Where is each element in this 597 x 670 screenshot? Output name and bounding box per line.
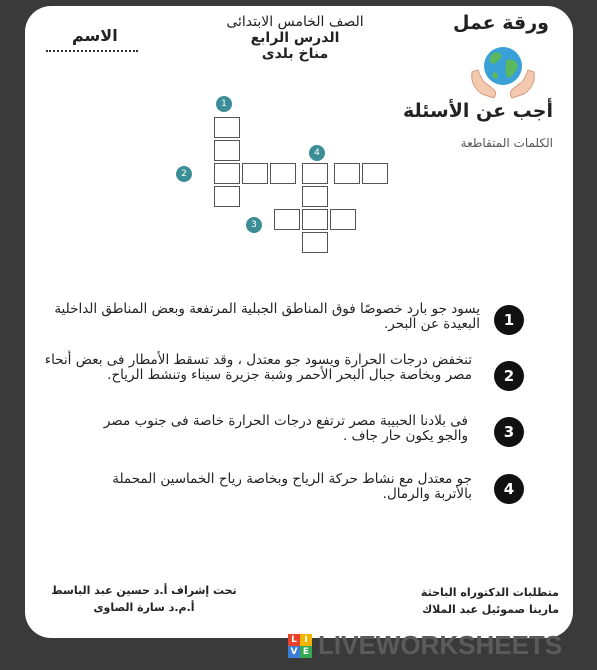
- crossword-cell[interactable]: [214, 186, 240, 207]
- question-text-3: فى بلادنا الحبيبة مصر ترتفع درجات الحرارة خاصة فى جنوب مصر والجو يكون حار جاف .: [103, 413, 468, 444]
- supervision-label: تحت إشراف أ.د حسين عبد الباسط: [51, 584, 237, 597]
- logo-letter-v: V: [288, 646, 300, 658]
- crossword-cell[interactable]: [302, 232, 328, 253]
- crossword-cell[interactable]: [242, 163, 268, 184]
- lesson-text: الدرس الرابع: [250, 30, 340, 46]
- crossword-cell[interactable]: [270, 163, 296, 184]
- researcher-block: [421, 584, 559, 618]
- question-text-2: تنخفض درجات الحرارة ويسود جو معتدل ، وقد تسقط الأمطار فى بعض أنحاء مصر وبخاصة جبال البحر الأحمر وشبة جزيرة سيناء وتنشط الرياح.: [44, 352, 472, 383]
- crossword-cell[interactable]: [302, 186, 328, 207]
- supervisor2-name: أ.م.د سارة الصاوى: [93, 601, 195, 614]
- clue-badge-2: 2: [176, 166, 192, 182]
- question-text-1: يسود جو بارد خصوصًا فوق المناطق الجبلية المرتفعة وبعض المناطق الداخلية البعيدة عن البحر.: [54, 301, 480, 332]
- clue-badge-3: 3: [246, 217, 262, 233]
- grade-text: الصف الخامس الابتدائى: [226, 14, 364, 30]
- crossword-cell[interactable]: [302, 209, 328, 230]
- supervisor-block: [34, 582, 254, 616]
- logo-letter-i: I: [300, 634, 312, 646]
- question-number-4: 4: [494, 474, 524, 504]
- crossword-cell[interactable]: [334, 163, 360, 184]
- requirements-label: متطلبات الدكتوراه الباحثة: [420, 586, 559, 599]
- grade-block: [195, 14, 395, 62]
- crossword-cell[interactable]: [330, 209, 356, 230]
- question-number-3: 3: [494, 417, 524, 447]
- researcher-name: مارينا صموئيل عبد الملاك: [422, 603, 559, 616]
- crossword-cell[interactable]: [274, 209, 300, 230]
- earth-hands-icon: [468, 42, 538, 100]
- question-text-4: جو معتدل مع نشاط حركة الرياح وبخاصة رياح الخماسين المحملة بالأتربة والرمال.: [112, 471, 472, 502]
- question-number-1: 1: [494, 305, 524, 335]
- crossword-cell[interactable]: [302, 163, 328, 184]
- liveworksheets-text: LIVEWORKSHEETS: [318, 630, 563, 660]
- topic-text: مناخ بلدى: [261, 46, 329, 62]
- crossword-cell[interactable]: [214, 117, 240, 138]
- crossword-cell[interactable]: [214, 163, 240, 184]
- clue-badge-4: 4: [309, 145, 325, 161]
- question-number-2: 2: [494, 361, 524, 391]
- section-subtitle: الكلمات المتقاطعة: [460, 136, 553, 150]
- logo-letter-l: L: [288, 634, 300, 646]
- logo-letter-e: E: [300, 646, 312, 658]
- crossword-cell[interactable]: [362, 163, 388, 184]
- worksheet-title: ورقة عمل: [452, 12, 549, 34]
- clue-badge-1: 1: [216, 96, 232, 112]
- name-line: [46, 50, 138, 52]
- liveworksheets-logo-icon: [288, 634, 312, 658]
- name-label: الاسم: [72, 26, 118, 45]
- crossword-cell[interactable]: [214, 140, 240, 161]
- section-title: أجب عن الأسئلة: [402, 100, 553, 122]
